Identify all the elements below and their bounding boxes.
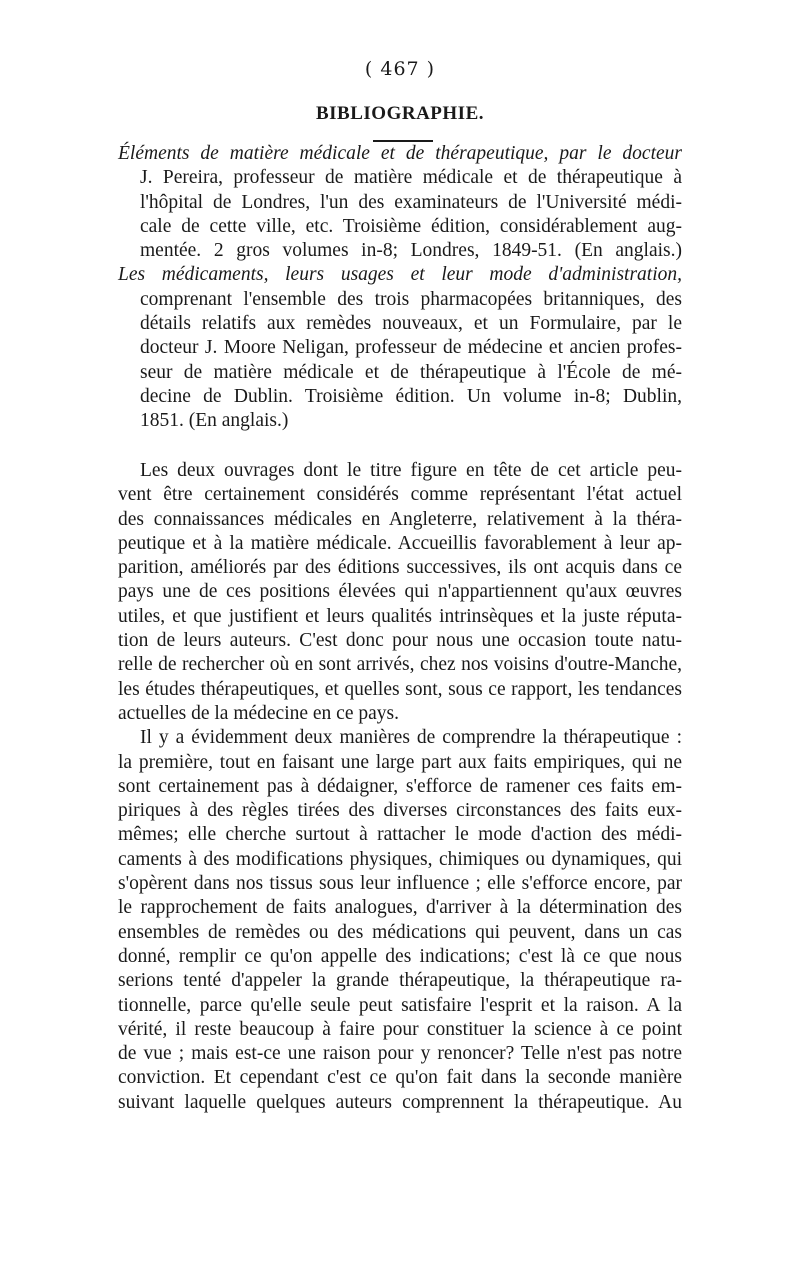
- paragraph-1-line: vent être certainement considérés comme représentant l'état actuel: [118, 484, 682, 506]
- bibliography-entry-2-line-6: decine de Dublin. Troisième édition. Un volume in-8; Dublin,: [140, 385, 682, 407]
- paragraph-2-line: s'opèrent dans nos tissus sous leur influence ; elle s'efforce encore, par: [118, 873, 682, 895]
- bibliography-entry-1-line-5: mentée. 2 gros volumes in-8; Londres, 1849-51. (En anglais.): [140, 240, 682, 262]
- paragraph-1-line: actuelles de la médecine en ce pays.: [118, 702, 399, 724]
- paragraph-2-line: suivant laquelle quelques auteurs comprennent la thérapeutique. Au: [118, 1091, 682, 1113]
- bibliography-entry-2-line-1: Les médicaments, leurs usages et leur mode d'administration,: [118, 264, 682, 286]
- bibliography-entry-1-line-2: J. Pereira, professeur de matière médicale et de thérapeutique à: [140, 167, 682, 189]
- paragraph-2-line: mêmes; elle cherche surtout à rattacher le mode d'action des médi-: [118, 824, 682, 846]
- paragraph-1-line: peutique et à la matière médicale. Accueillis favorablement à leur ap-: [118, 532, 682, 554]
- paragraph-2-line: conviction. Et cependant c'est ce qu'on fait dans la seconde manière: [118, 1067, 682, 1089]
- paragraph-2-line: caments à des modifications physiques, chimiques ou dynamiques, qui: [118, 848, 682, 870]
- paragraph-1-line: relle de rechercher où en sont arrivés, chez nos voisins d'outre-Manche,: [118, 654, 682, 676]
- bibliography-entry-2-line-4: docteur J. Moore Neligan, professeur de médecine et ancien profes-: [140, 337, 682, 359]
- paragraph-2-line: la première, tout en faisant une large part aux faits empiriques, qui ne: [118, 751, 682, 773]
- paragraph-1-line: parition, améliorés par des éditions successives, ils ont acquis dans ce: [118, 557, 682, 579]
- paragraph-2-line: donné, remplir ce qu'on appelle des indications; c'est là ce que nous: [118, 945, 682, 967]
- paragraph-2-line: serions tenté d'appeler la grande thérapeutique, la thérapeutique ra-: [118, 970, 682, 992]
- paragraph-2-line: le rapprochement de faits analogues, d'arriver à la détermination des: [118, 897, 682, 919]
- paragraph-1-line: Les deux ouvrages dont le titre figure en tête de cet article peu-: [140, 460, 682, 481]
- bibliography-entries: [118, 142, 682, 434]
- bibliography-entry-1-line-1: Éléments de matière médicale et de thérapeutique, par le docteur: [118, 143, 682, 164]
- section-heading: BIBLIOGRAPHIE.: [315, 103, 484, 124]
- paragraph-2-line: tionnelle, parce qu'elle seule peut satisfaire l'esprit et la raison. A la: [118, 994, 682, 1016]
- paragraph-1-line: des connaissances médicales en Angleterre, relativement à la théra-: [118, 508, 682, 530]
- bibliography-entry-2-line-3: détails relatifs aux remèdes nouveaux, et un Formulaire, par le: [140, 313, 682, 335]
- article-body: [118, 459, 682, 1115]
- bibliography-entry-1-line-3: l'hôpital de Londres, l'un des examinateurs de l'Université médi-: [140, 191, 682, 213]
- bibliography-entry-2-line-2: comprenant l'ensemble des trois pharmacopées britanniques, des: [140, 288, 682, 310]
- paragraph-2-line: vérité, il reste beaucoup à faire pour constituer la science à ce point: [118, 1018, 682, 1040]
- paragraph-2-line: ensembles de remèdes ou des médications qui peuvent, dans un cas: [118, 921, 682, 943]
- paragraph-2-line: piriques à des règles tirées des diverses circonstances des faits eux-: [118, 800, 682, 822]
- paragraph-2-line: sont certainement pas à dédaigner, s'efforce de ramener ces faits em-: [118, 775, 682, 797]
- page-number: ( 467 ): [364, 58, 436, 80]
- bibliography-entry-2-line-5: seur de matière médicale et de thérapeutique à l'École de mé-: [140, 361, 682, 383]
- paragraph-1-line: tion de leurs auteurs. C'est donc pour nous une occasion toute natu-: [118, 630, 682, 652]
- paragraph-1-line: les études thérapeutiques, et quelles sont, sous ce rapport, les tendances: [118, 678, 682, 700]
- bibliography-entry-1-line-4: cale de cette ville, etc. Troisième édition, considérablement aug-: [140, 215, 682, 237]
- paragraph-1-line: pays une de ces positions élevées qui n'appartiennent qu'aux œuvres: [118, 581, 682, 603]
- paragraph-2-line: Il y a évidemment deux manières de comprendre la thérapeutique :: [140, 727, 682, 749]
- paragraph-2-line: de vue ; mais est-ce une raison pour y renoncer? Telle n'est pas notre: [118, 1043, 682, 1065]
- paragraph-1-line: utiles, et que justifient et leurs qualités intrinsèques et la juste réputa-: [118, 605, 682, 627]
- bibliography-entry-2-line-7: 1851. (En anglais.): [140, 410, 289, 432]
